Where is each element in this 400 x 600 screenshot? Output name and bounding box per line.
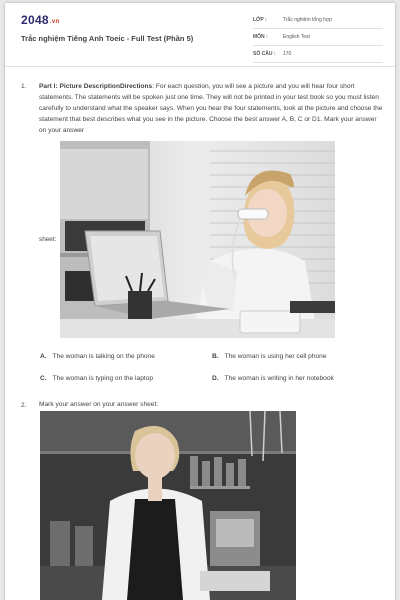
page — [5, 3, 395, 600]
header-divider — [5, 66, 395, 67]
meta-row-class — [253, 13, 383, 29]
meta-label: MÔN : — [253, 34, 268, 40]
answer-option-d[interactable] — [212, 375, 334, 382]
question-2-photo — [40, 411, 296, 600]
option-text: The woman is using her cell phone — [224, 353, 327, 360]
option-letter: C. — [40, 375, 47, 382]
meta-value: 170 — [283, 51, 292, 57]
option-letter: B. — [212, 353, 219, 360]
meta-label: LỚP : — [253, 17, 267, 23]
site-logo[interactable]: 2048.vn — [21, 13, 60, 27]
option-text: The woman is typing on the laptop — [52, 375, 154, 382]
test-meta — [253, 13, 383, 64]
meta-label: SỐ CÂU : — [253, 51, 276, 57]
meta-row-count — [253, 47, 383, 63]
office-woman-phone-image — [60, 141, 335, 338]
question-1-photo — [60, 141, 335, 338]
question-part-title: Part I: Picture DescriptionDirections — [39, 83, 153, 90]
question-text-tail: sheet: — [39, 236, 57, 243]
header — [5, 3, 395, 65]
question-directions: : For each question, you will see a picture and you will hear four short statements. The statements will be spoken just one time. They will not be printed in your test book so you must listen carefully to understand what the speaker says. When you hear the four statements, look at the picture and choose the statement that best describes what you see in the picture. Choose the best answer A, B, C or D1. Mark your answer on your answer — [39, 83, 383, 134]
page-title: Trắc nghiệm Tiếng Anh Toeic - Full Test (Phần 5) — [21, 34, 194, 43]
option-text: The woman is talking on the phone — [52, 353, 155, 360]
question-text — [39, 81, 384, 136]
answer-option-c[interactable] — [40, 375, 153, 382]
option-letter: D. — [212, 375, 219, 382]
meta-value: English Test — [283, 34, 310, 40]
meta-row-subject — [253, 30, 383, 46]
question-text: Mark your answer on your answer sheet: — [39, 401, 159, 408]
question-number: 2. — [21, 402, 27, 409]
option-text: The woman is writing in her notebook — [224, 375, 334, 382]
kitchen-woman-image — [40, 411, 296, 600]
meta-value: Trắc nghiệm tổng hợp — [283, 17, 332, 23]
answer-option-b[interactable] — [212, 353, 327, 360]
answer-option-a[interactable] — [40, 353, 155, 360]
option-letter: A. — [40, 353, 47, 360]
question-number: 1. — [21, 83, 27, 90]
